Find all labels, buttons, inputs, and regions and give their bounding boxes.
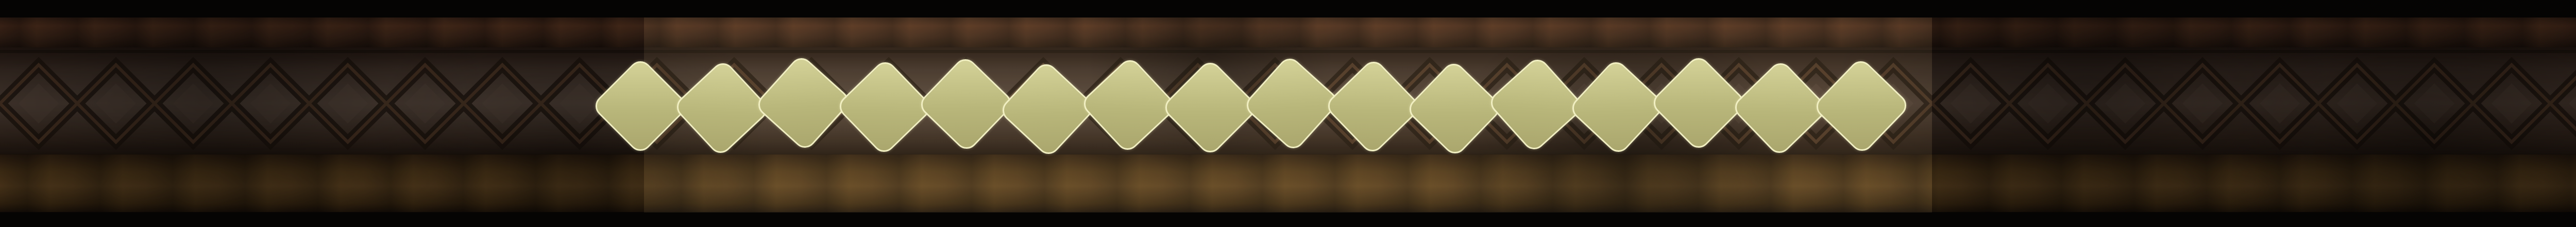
- diamond-tile-14: [1649, 54, 1748, 152]
- diamond-tile-7: [1079, 56, 1178, 154]
- diamond-tile-8: [1161, 58, 1260, 157]
- diamond-tile-15: [1731, 59, 1829, 158]
- diamond-tile-6: [998, 60, 1097, 159]
- diamond-tile-1: [591, 57, 690, 155]
- diamond-tile-9: [1242, 54, 1341, 153]
- diamond-tile-4: [835, 58, 934, 156]
- diamond-tile-11: [1405, 59, 1504, 158]
- diamond-tile-3: [754, 54, 853, 152]
- diamond-tile-2: [672, 59, 771, 158]
- diamond-tile-5: [917, 55, 1015, 153]
- diamond-tile-12: [1486, 55, 1585, 154]
- diamond-tile-13: [1568, 58, 1667, 156]
- diamond-tile-16: [1812, 57, 1911, 155]
- diamond-tile-10: [1324, 57, 1422, 156]
